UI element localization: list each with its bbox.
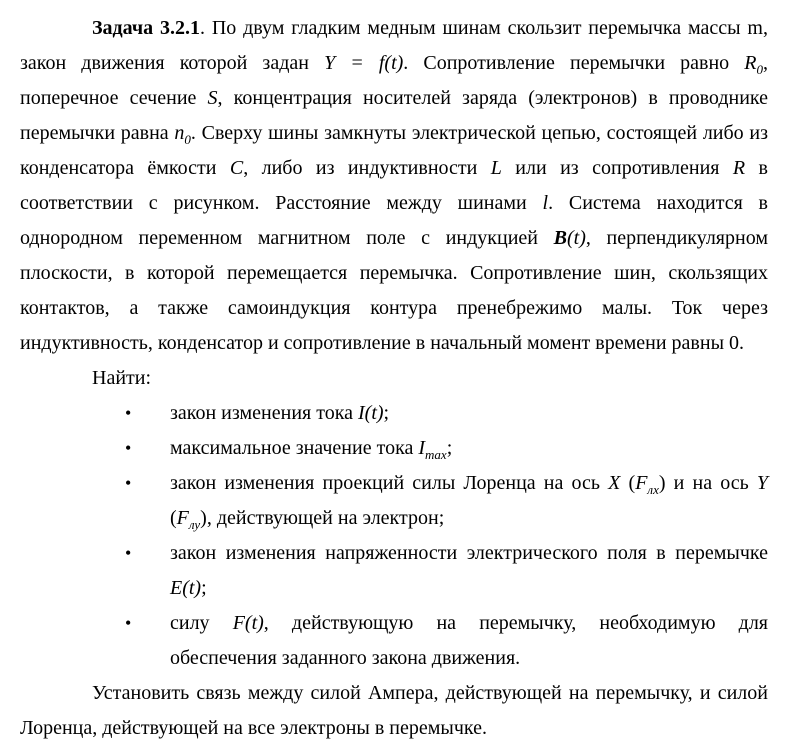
list-item-text: закон изменения проекций силы Лоренца на ось X $(F_{лх})$ и на ось Y $(F_{лу})$, действующей на электрон;: [170, 472, 768, 532]
list-item-text: закон изменения тока I(t);: [170, 402, 390, 424]
bullet-marker: •: [125, 473, 132, 493]
list-item: [125, 606, 768, 676]
list-item-text: силу F(t), действующую на перемычку, необходимую для обеспечения заданного закона движения.: [170, 612, 768, 669]
paragraph-find-label: Найти:: [92, 367, 152, 389]
bullet-marker: •: [125, 613, 132, 633]
list-item-text: закон изменения напряженности электрического поля в перемычке E(t);: [170, 542, 768, 599]
bullet-marker: •: [125, 438, 132, 458]
list-item-text: максимальное значение тока $I_{max}$;: [170, 437, 453, 462]
paragraph-final: Установить связь между силой Ампера, действующей на перемычку, и силой Лоренца, действующей на все электроны в перемычке.: [20, 682, 768, 739]
list-item: [125, 431, 768, 466]
list-item: [125, 396, 768, 431]
find-list: [20, 396, 768, 676]
paragraph-problem-statement: Задача 3.2.1. По двум гладким медным шинам скользит перемычка массы m, закон движения которой задан Y = f(t). Сопротивление перемычки равно $R_0$, поперечное сечение S, концентрация носителей заряда (электронов) в проводнике перемычки равна $n_0$. Сверху шины замкнуты электрической цепью, состоящей либо из конденсатора ёмкости C, либо из индуктивности L или из сопротивления R в соответствии с рисунком. Расстояние между шинами l. Система находится в однородном переменном магнитном поле с индукцией B(t), перпендикулярном плоскости, в которой перемещается перемычка. Сопротивление шин, скользящих контактов, а также самоиндукция контура пренебрежимо малы. Ток через индуктивность, конденсатор и сопротивление в начальный момент времени равны 0.: [20, 17, 769, 354]
bullet-marker: •: [125, 403, 132, 423]
list-item: [125, 536, 768, 606]
list-item: [125, 466, 768, 536]
bullet-marker: •: [125, 543, 132, 563]
